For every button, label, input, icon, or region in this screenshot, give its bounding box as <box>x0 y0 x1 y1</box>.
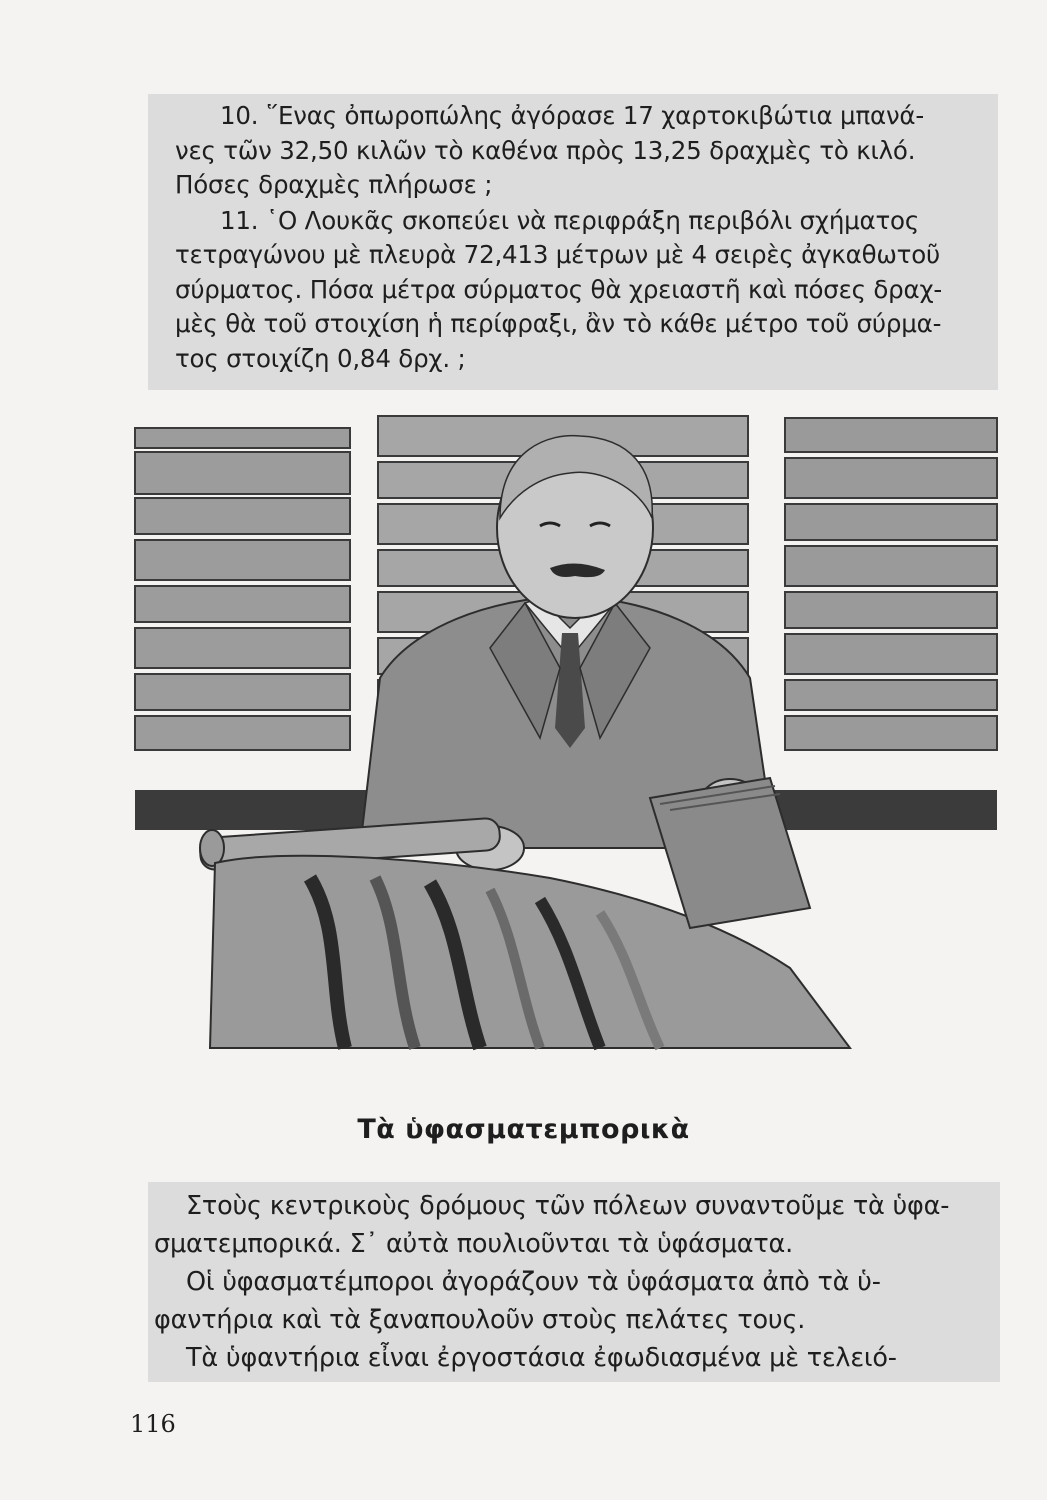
problem-11-line-3: σύρματος. Πόσα μέτρα σύρματος θὰ χρειαστῆ καὶ πόσες δραχ- <box>175 275 943 304</box>
body-line-2: σματεμπορικά. Σ᾿ αὐτὰ πουλιοῦνται τὰ ὑφάσματα. <box>154 1229 794 1259</box>
problem-10-line-3: Πόσες δραχμὲς πλήρωσε ; <box>175 170 493 199</box>
body-line-3: Οἱ ὑφασματέμποροι ἀγοράζουν τὰ ὑφάσματα ἀπὸ τὰ ὑ- <box>186 1267 881 1297</box>
problem-11-line-1: 11. ῾Ο Λουκᾶς σκοπεύει νὰ περιφράξη περιβόλι σχήματος <box>220 206 920 235</box>
section-text-box <box>148 1182 1000 1382</box>
page-number: 116 <box>130 1410 176 1438</box>
cloth-merchant-illustration <box>130 408 1002 1080</box>
problem-11-line-5: τος στοιχίζη 0,84 δρχ. ; <box>175 344 466 373</box>
problem-10-line-1: 10. ῞Ενας ὀπωροπώλης ἀγόρασε 17 χαρτοκιβώτια μπανά- <box>220 101 925 130</box>
problem-11-line-4: μὲς θὰ τοῦ στοιχίση ἡ περίφραξι, ἂν τὸ κάθε μέτρο τοῦ σύρμα- <box>175 309 942 338</box>
problem-11-line-2: τετραγώνου μὲ πλευρὰ 72,413 μέτρων μὲ 4 σειρὲς ἀγκαθωτοῦ <box>175 240 940 269</box>
exercise-box <box>148 94 998 390</box>
section-heading: Τὰ ὑφασματεμπορικὰ <box>357 1114 690 1145</box>
body-line-1: Στοὺς κεντρικοὺς δρόμους τῶν πόλεων συναντοῦμε τὰ ὑφα- <box>186 1191 950 1221</box>
body-line-4: φαντήρια καὶ τὰ ξαναπουλοῦν στοὺς πελάτες τους. <box>154 1305 806 1335</box>
body-line-5: Τὰ ὑφαντήρια εἶναι ἐργοστάσια ἐφωδιασμένα μὲ τελειό- <box>186 1343 897 1373</box>
problem-10-line-2: νες τῶν 32,50 κιλῶν τὸ καθένα πρὸς 13,25 δραχμὲς τὸ κιλό. <box>175 136 916 165</box>
